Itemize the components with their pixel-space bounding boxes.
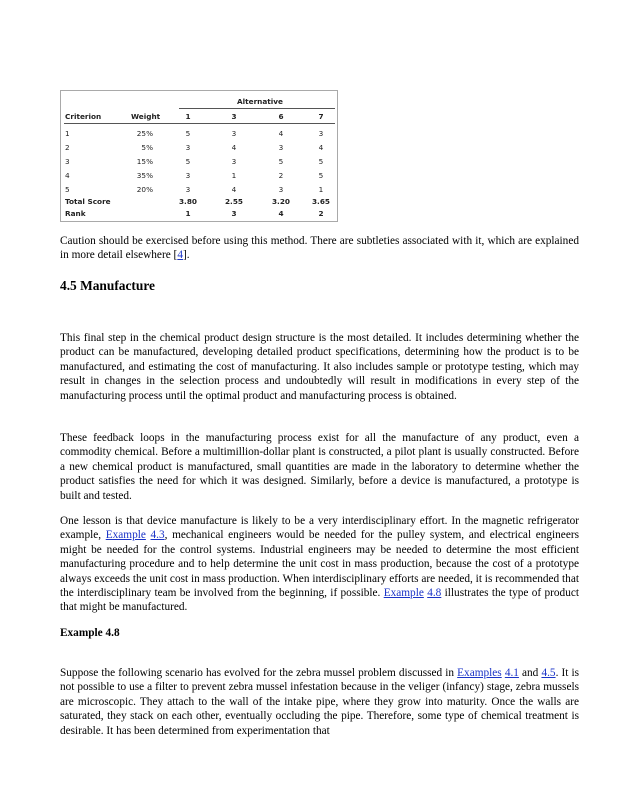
table-cell: 3 bbox=[318, 129, 324, 138]
table-cell: 5 bbox=[185, 157, 191, 166]
section-title: 4.5 Manufacture bbox=[60, 278, 155, 293]
alternative-group-header: Alternative bbox=[237, 97, 283, 106]
table-cell: 3.20 bbox=[271, 197, 290, 206]
paragraph-text: One lesson is that device manufacture is likely to be a very interdisciplinary effort. In the magnetic refrigerator example, bbox=[60, 515, 579, 542]
paragraph-text: and bbox=[518, 667, 542, 679]
example-4-3-link[interactable]: 4.3 bbox=[150, 529, 165, 542]
table-cell: 5% bbox=[141, 143, 153, 152]
table-cell: 3.80 bbox=[178, 197, 197, 206]
caution-text-end: ]. bbox=[182, 249, 190, 262]
col-criterion-header: Criterion bbox=[65, 112, 102, 121]
table-cell: 35% bbox=[136, 171, 153, 180]
col-alt-3-header: 3 bbox=[231, 112, 237, 121]
paragraph-1 bbox=[60, 331, 579, 403]
header-rule bbox=[64, 123, 335, 124]
table-cell: 3 bbox=[278, 185, 284, 194]
table-cell: 2 bbox=[318, 209, 324, 218]
rank-label: Rank bbox=[65, 209, 86, 218]
table-cell: 4 bbox=[65, 171, 70, 180]
paragraph-text: . It is not possible to use a filter to prevent zebra mussel infestation because in the veliger (infancy) stage, zebra mussels are microscopic. They attach to the wall of the intake pipe, where they grow into maturity. Once the walls are saturated, they stack on each other, eventually occluding the pipe. Therefore, some type of chemical treatment is desirable. It has been determined from experimentation that bbox=[60, 667, 579, 737]
table-cell: 2.55 bbox=[224, 197, 243, 206]
decision-table-figure bbox=[60, 90, 338, 222]
caution-text: Caution should be exercised before using this method. There are subtleties associated with it, which are explained in more detail elsewhere [ bbox=[60, 235, 579, 262]
paragraph-3 bbox=[60, 514, 579, 615]
example-link[interactable]: Example bbox=[105, 529, 146, 542]
table-cell: 4 bbox=[318, 143, 324, 152]
paragraph-4 bbox=[60, 666, 579, 738]
example-4-1-link[interactable]: 4.1 bbox=[504, 667, 519, 679]
group-header-rule bbox=[179, 108, 335, 109]
col-weight-header: Weight bbox=[131, 112, 161, 121]
paragraph-2 bbox=[60, 431, 579, 503]
table-cell: 25% bbox=[136, 129, 153, 138]
table-cell: 4 bbox=[278, 129, 284, 138]
example-4-5-link[interactable]: 4.5 bbox=[541, 667, 556, 679]
table-cell: 5 bbox=[185, 129, 191, 138]
table-cell: 3 bbox=[65, 157, 70, 166]
table-cell: 2 bbox=[278, 171, 284, 180]
examples-link[interactable]: Examples bbox=[457, 667, 502, 679]
example-heading: Example 4.8 bbox=[60, 627, 120, 639]
col-alt-1-header: 1 bbox=[185, 112, 191, 121]
table-cell: 3.65 bbox=[311, 197, 330, 206]
example-link[interactable]: Example bbox=[383, 587, 424, 600]
table-cell: 1 bbox=[318, 185, 324, 194]
table-cell: 3 bbox=[231, 129, 237, 138]
paragraph-text: This final step in the chemical product design structure is the most detailed. It includes determining whether the product can be manufactured, developing detailed product specifications, determining how the product is to be manufactured, and estimating the cost of manufacturing. It also includes sample or prototype testing, which may result in changes in the selection process and undoubtedly will result in modifications in every step of the manufacturing process until the optimal product and manufacturing process is obtained. bbox=[60, 332, 579, 402]
caution-paragraph bbox=[60, 234, 579, 263]
table-cell: 20% bbox=[136, 185, 153, 194]
example-4-8-link[interactable]: 4.8 bbox=[427, 587, 442, 600]
reference-link-4[interactable]: 4 bbox=[177, 249, 183, 262]
table-cell: 3 bbox=[185, 171, 191, 180]
table-cell: 5 bbox=[318, 157, 324, 166]
paragraph-text: These feedback loops in the manufacturing process exist for all the manufacture of any product, even a commodity chemical. Before a multimillion-dollar plant is constructed, a pilot plant is usually constructed. Before a new chemical product is manufactured, small quantities are made in the laboratory to determine whether the product satisfies the need for which it was designed. Similarly, before a device is manufactured, a prototype is built and tested. bbox=[60, 432, 579, 502]
table-cell: 4 bbox=[231, 185, 237, 194]
table-cell: 4 bbox=[231, 143, 237, 152]
table-cell: 1 bbox=[185, 209, 191, 218]
table-cell: 3 bbox=[278, 143, 284, 152]
table-cell: 4 bbox=[278, 209, 284, 218]
table-cell: 1 bbox=[231, 171, 237, 180]
table-cell: 5 bbox=[318, 171, 324, 180]
table-cell: 3 bbox=[231, 209, 237, 218]
col-alt-6-header: 6 bbox=[278, 112, 284, 121]
paragraph-text: illustrates the type of product that might be manufactured. bbox=[60, 587, 579, 614]
table-cell: 5 bbox=[278, 157, 284, 166]
table-cell: 3 bbox=[185, 143, 191, 152]
table-cell: 1 bbox=[65, 129, 70, 138]
table-cell: 15% bbox=[136, 157, 153, 166]
total-score-label: Total Score bbox=[65, 197, 111, 206]
table-cell: 5 bbox=[65, 185, 70, 194]
table-cell: 2 bbox=[65, 143, 70, 152]
table-cell: 3 bbox=[231, 157, 237, 166]
paragraph-text: Suppose the following scenario has evolved for the zebra mussel problem discussed in bbox=[60, 667, 458, 679]
table-cell: 3 bbox=[185, 185, 191, 194]
col-alt-7-header: 7 bbox=[318, 112, 324, 121]
paragraph-text: , mechanical engineers would be needed for the pulley system, and electrical engineers might be needed for the control systems. Industrial engineers may be needed to determine the most efficient manufacturing procedure and to help determine the unit cost in mass production, because the cost of a prototype always exceeds the unit cost in mass production. When interdisciplinary efforts are needed, it is recommended that the interdisciplinary team be involved from the beginning, if possible. bbox=[60, 529, 579, 600]
